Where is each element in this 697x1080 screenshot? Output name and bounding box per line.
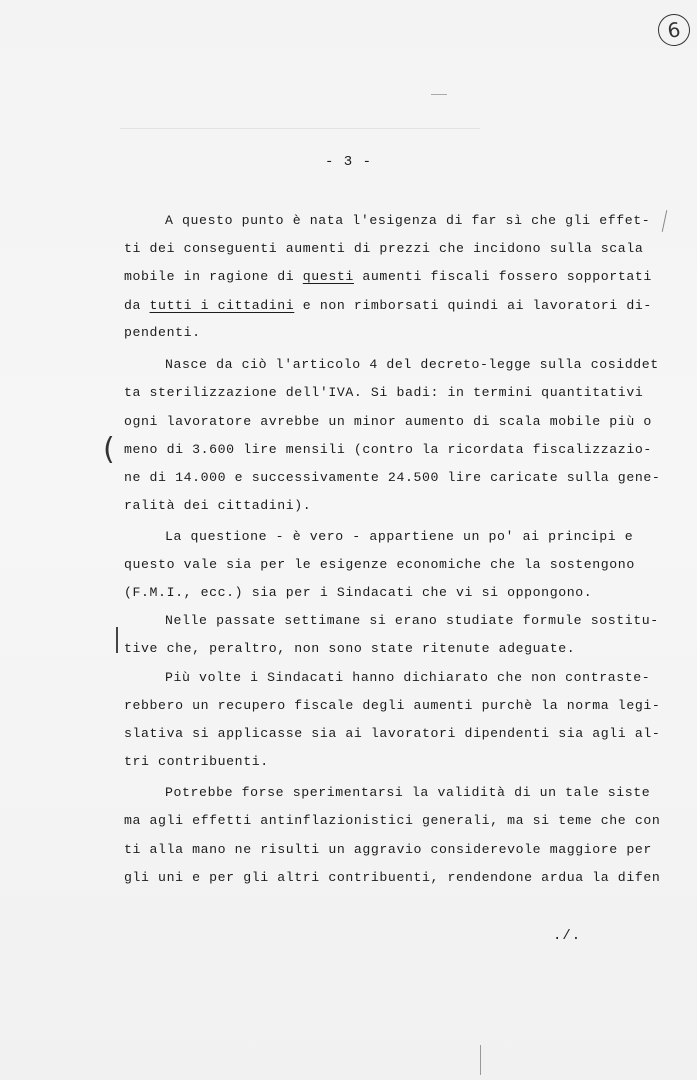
- text-line: ogni lavoratore avrebbe un minor aumento di scala mobile più o: [124, 414, 652, 429]
- text-line: [124, 268, 652, 286]
- margin-line-mark: [116, 627, 118, 653]
- text-line: slativa si applicasse sia ai lavoratori dipendenti sia agli al-: [124, 726, 661, 741]
- text-line: ti alla mano ne risulti un aggravio considerevole maggiore per: [124, 842, 652, 857]
- text-segment: aumenti fiscali fossero sopportati: [353, 269, 652, 284]
- faint-rule: [120, 128, 480, 129]
- text-line: ma agli effetti antinflazionistici generali, ma si teme che con: [124, 813, 661, 828]
- text-line: questo vale sia per le esigenze economiche che la sostengono: [124, 557, 635, 572]
- text-line: (F.M.I., ecc.) sia per i Sindacati che vi si oppongono.: [124, 585, 593, 600]
- text-line: meno di 3.600 lire mensili (contro la ricordata fiscalizzazio-: [124, 442, 652, 457]
- page-number: - 3 -: [324, 154, 372, 170]
- text-line: rebbero un recupero fiscale degli aumenti purchè la norma legi-: [124, 698, 661, 713]
- text-line: A questo punto è nata l'esigenza di far sì che gli effet-: [165, 213, 651, 228]
- continuation-mark: ./.: [553, 928, 582, 944]
- text-line: pendenti.: [124, 325, 201, 340]
- text-line: ne di 14.000 e successivamente 24.500 lire caricate sulla gene-: [124, 470, 661, 485]
- text-line: ralità dei cittadini).: [124, 498, 312, 513]
- text-segment: da: [124, 298, 150, 313]
- edge-line-mark: [480, 1045, 481, 1075]
- text-line: Nelle passate settimane si erano studiate formule sostitu-: [165, 613, 659, 628]
- text-line: gli uni e per gli altri contribuenti, rendendone ardua la difen: [124, 870, 661, 885]
- text-line: [124, 297, 652, 315]
- text-segment: e non rimborsati quindi ai lavoratori di-: [294, 298, 652, 313]
- text-line: tri contribuenti.: [124, 754, 269, 769]
- text-line: ti dei conseguenti aumenti di prezzi che incidono sulla scala: [124, 241, 644, 256]
- underlined-text: questi: [302, 269, 354, 284]
- text-line: Nasce da ciò l'articolo 4 del decreto-legge sulla cosiddet: [165, 357, 659, 372]
- margin-bracket-mark: (: [103, 432, 115, 467]
- margin-line-mark: [662, 210, 668, 232]
- underlined-text: tutti i cittadini: [149, 298, 295, 313]
- text-line: Più volte i Sindacati hanno dichiarato che non contraste-: [165, 670, 651, 685]
- text-line: ta sterilizzazione dell'IVA. Si badi: in termini quantitativi: [124, 385, 644, 400]
- handwritten-page-number: 6: [656, 12, 692, 48]
- stray-mark: [431, 94, 447, 95]
- text-line: tive che, peraltro, non sono state ritenute adeguate.: [124, 641, 576, 656]
- text-line: La questione - è vero - appartiene un po' ai principi e: [165, 529, 634, 544]
- text-line: Potrebbe forse sperimentarsi la validità di un tale siste: [165, 785, 651, 800]
- text-segment: mobile in ragione di: [124, 269, 303, 284]
